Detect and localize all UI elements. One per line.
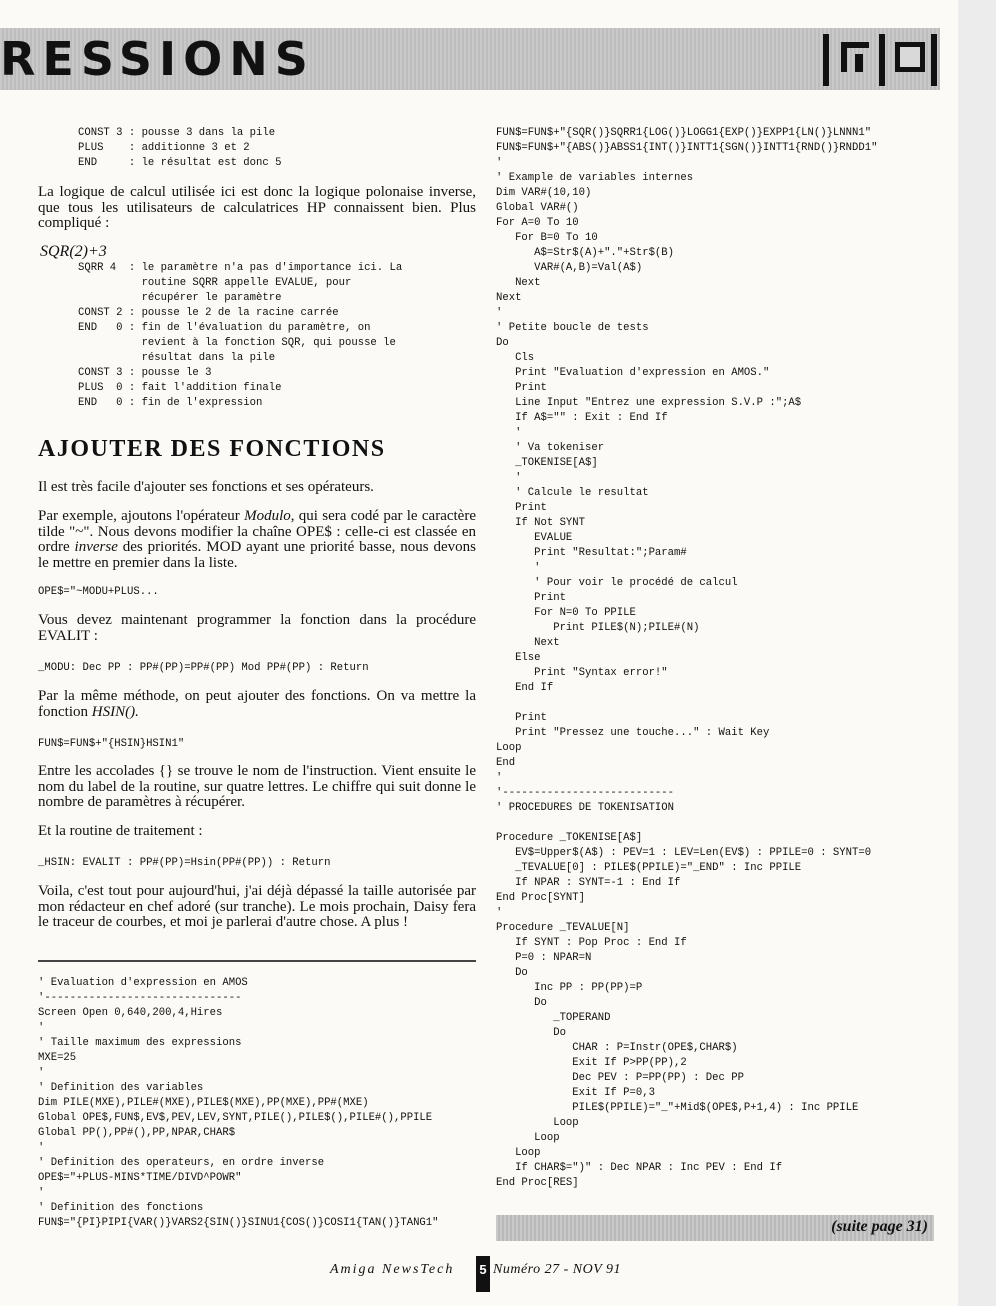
code-line: Next [496,277,541,289]
code-line: ' [38,1067,45,1079]
code-line: _TOPERAND [496,1012,611,1024]
code-line: _TEVALUE[0] : PILE$(PPILE)="_END" : Inc PPILE [496,862,802,874]
code-line: Print [496,502,547,514]
code-line: Do [496,997,547,1009]
code-line: ' Petite boucle de tests [496,322,649,334]
code-line: '------------------------------- [38,992,242,1004]
code-line: ' PROCEDURES DE TOKENISATION [496,802,675,814]
code-line: CONST 3 : pousse le 3 [78,367,212,379]
continued-label: (suite page 31) [831,1218,928,1235]
code-line: MXE=25 [38,1052,77,1064]
code-line: END 0 : fin de l'évaluation du paramètre, on [78,322,371,334]
code-line: résultat dans la pile [78,352,276,364]
code-line: Global VAR#() [496,202,579,214]
code-line: récupérer le paramètre [78,292,282,304]
code-line: Print "Resultat:";Param# [496,547,687,559]
code-line: ' Pour voir le procédé de calcul [496,577,738,589]
code-line: END : le résultat est donc 5 [78,157,282,169]
code-line: If Not SYNT [496,517,586,529]
section-heading: AJOUTER DES FONCTIONS [38,436,386,462]
code-line: Do [496,967,528,979]
code-line: Dec PEV : P=PP(PP) : Dec PP [496,1072,744,1084]
code-line: Do [496,1027,566,1039]
code-line: EVALUE [496,532,573,544]
code-line: Cls [496,352,535,364]
code-line: ' [38,1187,45,1199]
code-line: ' [496,562,541,574]
code-line: Exit If P>PP(PP),2 [496,1057,687,1069]
code-line: Do [496,337,509,349]
code-line: _TOKENISE[A$] [496,457,598,469]
code-line: Inc PP : PP(PP)=P [496,982,643,994]
code-line: Print [496,382,547,394]
code-line: Loop [496,742,522,754]
code-fun: FUN$=FUN$+"{HSIN}HSIN1" [38,738,185,750]
code-line: Print "Syntax error!" [496,667,668,679]
paragraph-intro: Il est très facile d'ajouter ses fonctions et ses opérateurs. [38,479,374,495]
code-line: Print "Pressez une touche..." : Wait Key [496,727,770,739]
code-line: ' Calcule le resultat [496,487,649,499]
code-line: Else [496,652,541,664]
code-line: Loop [496,1132,560,1144]
code-line: Procedure _TEVALUE[N] [496,922,630,934]
code-line: Screen Open 0,640,200,4,Hires [38,1007,223,1019]
code-line: ' Definition des variables [38,1082,204,1094]
code-ope: OPE$="~MODU+PLUS... [38,586,159,598]
code-line: End Proc[SYNT] [496,892,586,904]
code-line: FUN$="{PI}PIPI{VAR()}VARS2{SIN()}SINU1{COS()}COSI1{TAN()}TANG1" [38,1217,439,1229]
code-line: Print [496,712,547,724]
code-line: End If [496,682,554,694]
code-line: Global OPE$,FUN$,EV$,PEV,LEV,SYNT,PILE(),PILE$(),PILE#(),PPILE [38,1112,433,1124]
issue-label: Numéro 27 - NOV 91 [493,1262,621,1277]
code-line: ' Va tokeniser [496,442,605,454]
page-number: 5 [476,1256,490,1292]
code-line: Print [496,592,566,604]
code-line: ' Evaluation d'expression en AMOS [38,977,248,989]
paragraph-braces: Entre les accolades {} se trouve le nom de l'instruction. Vient ensuite le nom du label de la routine, sur quatre lettres. Le chiffre qui suit donne le nombre de paramètres à récupérer. [38,763,476,810]
code-block-stack-1 [78,126,281,171]
code-line: CONST 3 : pousse 3 dans la pile [78,127,276,139]
code-line: SQRR 4 : le paramètre n'a pas d'importance ici. La [78,262,403,274]
paragraph-functions: Par la même méthode, on peut ajouter des fonctions. On va mettre la fonction HSIN(). [38,688,476,720]
code-line: End Proc[RES] [496,1177,579,1189]
code-line: P=0 : NPAR=N [496,952,592,964]
code-line: Dim PILE(MXE),PILE#(MXE),PILE$(MXE),PP(MXE),PP#(MXE) [38,1097,369,1109]
paragraph-program: Vous devez maintenant programmer la fonction dans la procédure EVALIT : [38,612,476,644]
paragraph-routine: Et la routine de traitement : [38,823,203,839]
code-line: If CHAR$=")" : Dec NPAR : Inc PEV : End If [496,1162,783,1174]
section-title: RESSIONS [0,32,315,86]
code-line [496,696,877,711]
code-line: For B=0 To 10 [496,232,598,244]
code-line: A$=Str$(A)+"."+Str$(B) [496,247,675,259]
code-line: ' Taille maximum des expressions [38,1037,242,1049]
code-line: ' [496,157,503,169]
code-line: ' Definition des fonctions [38,1202,204,1214]
code-line: FUN$=FUN$+"{SQR()}SQRR1{LOG()}LOGG1{EXP()}EXPP1{LN()}LNNN1" [496,127,872,139]
code-line: ' [38,1142,45,1154]
paragraph-closing: Voila, c'est tout pour aujourd'hui, j'ai déjà dépassé la taille autorisée par mon rédacteur en chef adoré (sur tranche). Le mois prochain, Daisy fera le traceur de courbes, et moi je parlerai d'autre chose. A plus ! [38,883,476,930]
code-line: ' Example de variables internes [496,172,694,184]
paragraph-modulo: Par exemple, ajoutons l'opérateur Modulo, qui sera codé par le caractère tilde "~". Nous devons modifier la chaîne OPE$ : celle-ci est classée en ordre inverse des priorités. MOD ayant une priorité basse, nous devons le mettre en premier dans la liste. [38,508,476,571]
code-line: END 0 : fin de l'expression [78,397,263,409]
code-line: CONST 2 : pousse le 2 de la racine carrée [78,307,339,319]
code-line: Loop [496,1147,541,1159]
code-line: If SYNT : Pop Proc : End If [496,937,687,949]
code-line: ' [38,1022,45,1034]
code-line: EV$=Upper$(A$) : PEV=1 : LEV=Len(EV$) : PPILE=0 : SYNT=0 [496,847,872,859]
code-line: routine SQRR appelle EVALUE, pour [78,277,352,289]
code-line: Dim VAR#(10,10) [496,187,592,199]
code-line: Next [496,637,560,649]
expression-example: SQR(2)+3 [40,243,107,260]
code-block-stack-2 [78,261,402,411]
code-line: If A$="" : Exit : End If [496,412,668,424]
code-line: Print PILE$(N);PILE#(N) [496,622,700,634]
section-header [0,28,940,90]
code-line: '--------------------------- [496,787,675,799]
code-line: ' [496,907,503,919]
magazine-logo-icon [823,34,937,86]
code-line: Procedure _TOKENISE[A$] [496,832,643,844]
code-listing-left [38,976,439,1231]
code-line: OPE$="+PLUS-MINS*TIME/DIVD^POWR" [38,1172,242,1184]
paragraph-polish-logic: La logique de calcul utilisée ici est donc la logique polonaise inverse, que tous les utilisateurs de calculatrices HP connaissent bien. Plus compliqué : [38,184,476,231]
divider [38,960,476,962]
code-line: PLUS 0 : fait l'addition finale [78,382,282,394]
code-line: End [496,757,516,769]
magazine-name: Amiga NewsTech [330,1262,455,1277]
code-line: ' [496,772,503,784]
code-line: FUN$=FUN$+"{ABS()}ABSS1{INT()}INTT1{SGN()}INTT1{RND()}RNDD1" [496,142,878,154]
code-line: Next [496,292,522,304]
code-line: Global PP(),PP#(),PP,NPAR,CHAR$ [38,1127,236,1139]
code-line: CHAR : P=Instr(OPE$,CHAR$) [496,1042,738,1054]
code-line: ' [496,307,503,319]
code-line: Line Input "Entrez une expression S.V.P :";A$ [496,397,802,409]
code-line: PILE$(PPILE)="_"+Mid$(OPE$,P+1,4) : Inc PPILE [496,1102,859,1114]
code-line: PLUS : additionne 3 et 2 [78,142,250,154]
code-line: For N=0 To PPILE [496,607,636,619]
code-line: If NPAR : SYNT=-1 : End If [496,877,681,889]
code-line: For A=0 To 10 [496,217,579,229]
code-modu: _MODU: Dec PP : PP#(PP)=PP#(PP) Mod PP#(PP) : Return [38,662,369,674]
code-hsin: _HSIN: EVALIT : PP#(PP)=Hsin(PP#(PP)) : Return [38,857,331,869]
code-line: ' Definition des operateurs, en ordre inverse [38,1157,325,1169]
code-line [496,816,877,831]
code-line: VAR#(A,B)=Val(A$) [496,262,643,274]
code-line: ' [496,427,522,439]
code-listing-right [496,126,877,1191]
page-edge [958,0,996,1306]
code-line: ' [496,472,522,484]
code-line: Loop [496,1117,579,1129]
code-line: revient à la fonction SQR, qui pousse le [78,337,396,349]
code-line: Print "Evaluation d'expression en AMOS." [496,367,770,379]
code-line: Exit If P=0,3 [496,1087,655,1099]
continued-band [496,1215,934,1241]
